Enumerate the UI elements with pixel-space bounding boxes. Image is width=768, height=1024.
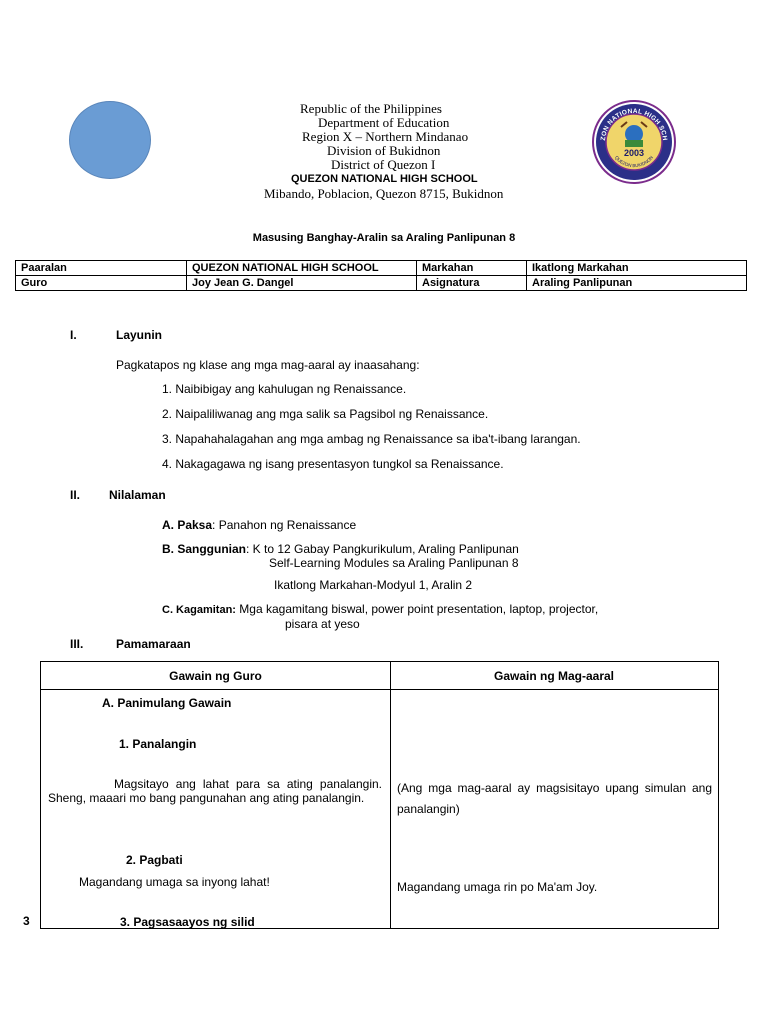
- step-pagsasaayos: 3. Pagsasaayos ng silid: [120, 915, 255, 929]
- lesson-plan-title: Masusing Banghay-Aralin sa Araling Panlipunan 8: [252, 232, 516, 244]
- seal-year: 2003: [623, 148, 645, 158]
- teacher-greeting-text: Magandang umaga sa inyong lahat!: [79, 875, 270, 889]
- sanggunian-line: [162, 542, 519, 556]
- header-school: QUEZON NATIONAL HIGH SCHOOL: [291, 173, 478, 185]
- sanggunian-label: B. Sanggunian: [162, 542, 246, 556]
- header-district: District of Quezon I: [331, 157, 436, 172]
- paksa-label: A. Paksa: [162, 518, 213, 532]
- sanggunian-line-3: Ikatlong Markahan-Modyul 1, Aralin 2: [274, 578, 473, 592]
- seal-top-text: ZON NATIONAL HIGH SCH: [599, 107, 669, 142]
- label-guro: Guro: [16, 276, 187, 291]
- info-row: [16, 276, 747, 291]
- section-1-number: I.: [70, 328, 77, 342]
- seal-bottom-text: QUEZON BUKIDNON: [613, 154, 655, 169]
- sanggunian-line-2: Self-Learning Modules sa Araling Panlipunan 8: [269, 556, 519, 570]
- procedure-table: [40, 661, 719, 929]
- value-paaralan: QUEZON NATIONAL HIGH SCHOOL: [187, 261, 417, 276]
- column-divider: [390, 662, 391, 928]
- school-seal: [591, 100, 677, 184]
- teacher-prayer-text: Magsitayo ang lahat para sa ating panalangin. Sheng, maaari mo bang pangunahan ang ating panalangin.: [48, 777, 382, 805]
- label-paaralan: Paaralan: [16, 261, 187, 276]
- kagamitan-value: Mga kagamitang biswal, power point presentation, laptop, projector,: [235, 602, 599, 616]
- objectives-intro: Pagkatapos ng klase ang mga mag-aaral ay inaasahang:: [116, 358, 420, 372]
- kagamitan-line-2: pisara at yeso: [285, 617, 360, 631]
- info-table: [15, 260, 747, 291]
- header-address: Mibando, Poblacion, Quezon 8715, Bukidnon: [264, 186, 504, 201]
- header-republic: Republic of the Philippines: [300, 101, 442, 116]
- value-guro: Joy Jean G. Dangel: [187, 276, 417, 291]
- section-1-title: Layunin: [116, 328, 163, 342]
- objective-item: 4. Nakagagawa ng isang presentasyon tungkol sa Renaissance.: [162, 457, 504, 471]
- step-panalangin: 1. Panalangin: [119, 737, 197, 751]
- section-3-number: III.: [70, 637, 84, 651]
- info-row: [16, 261, 747, 276]
- paksa-value: : Panahon ng Renaissance: [212, 518, 357, 532]
- objective-item: 2. Naipaliliwanag ang mga salik sa Pagsibol ng Renaissance.: [162, 407, 489, 421]
- deped-logo: [69, 101, 151, 179]
- section-2-number: II.: [70, 488, 81, 502]
- header-department: Department of Education: [318, 115, 450, 130]
- teacher-column-header: Gawain ng Guro: [41, 662, 390, 690]
- kagamitan-line: [162, 602, 598, 616]
- student-prayer-text: (Ang mga mag-aaral ay magsisitayo upang simulan ang panalangin): [397, 781, 712, 816]
- objective-item: 1. Naibibigay ang kahulugan ng Renaissance.: [162, 382, 407, 396]
- step-pagbati: 2. Pagbati: [126, 853, 183, 867]
- value-markahan: Ikatlong Markahan: [527, 261, 747, 276]
- panimulang-gawain-title: A. Panimulang Gawain: [102, 696, 232, 710]
- objective-item: 3. Napahahalagahan ang mga ambag ng Renaissance sa iba't-ibang larangan.: [162, 432, 581, 446]
- label-asignatura: Asignatura: [417, 276, 527, 291]
- paksa-line: [162, 518, 356, 532]
- sanggunian-value: : K to 12 Gabay Pangkurikulum, Araling Panlipunan: [246, 542, 519, 556]
- page-number: 3: [23, 914, 30, 928]
- kagamitan-label: C. Kagamitan:: [162, 604, 236, 616]
- label-markahan: Markahan: [417, 261, 527, 276]
- student-greeting-text: Magandang umaga rin po Ma'am Joy.: [397, 880, 598, 894]
- student-column-header: Gawain ng Mag-aaral: [390, 662, 718, 690]
- section-2-title: Nilalaman: [109, 488, 166, 502]
- section-3-title: Pamamaraan: [116, 637, 191, 651]
- header-region: Region X – Northern Mindanao: [302, 129, 469, 144]
- value-asignatura: Araling Panlipunan: [527, 276, 747, 291]
- header-division: Division of Bukidnon: [327, 143, 441, 158]
